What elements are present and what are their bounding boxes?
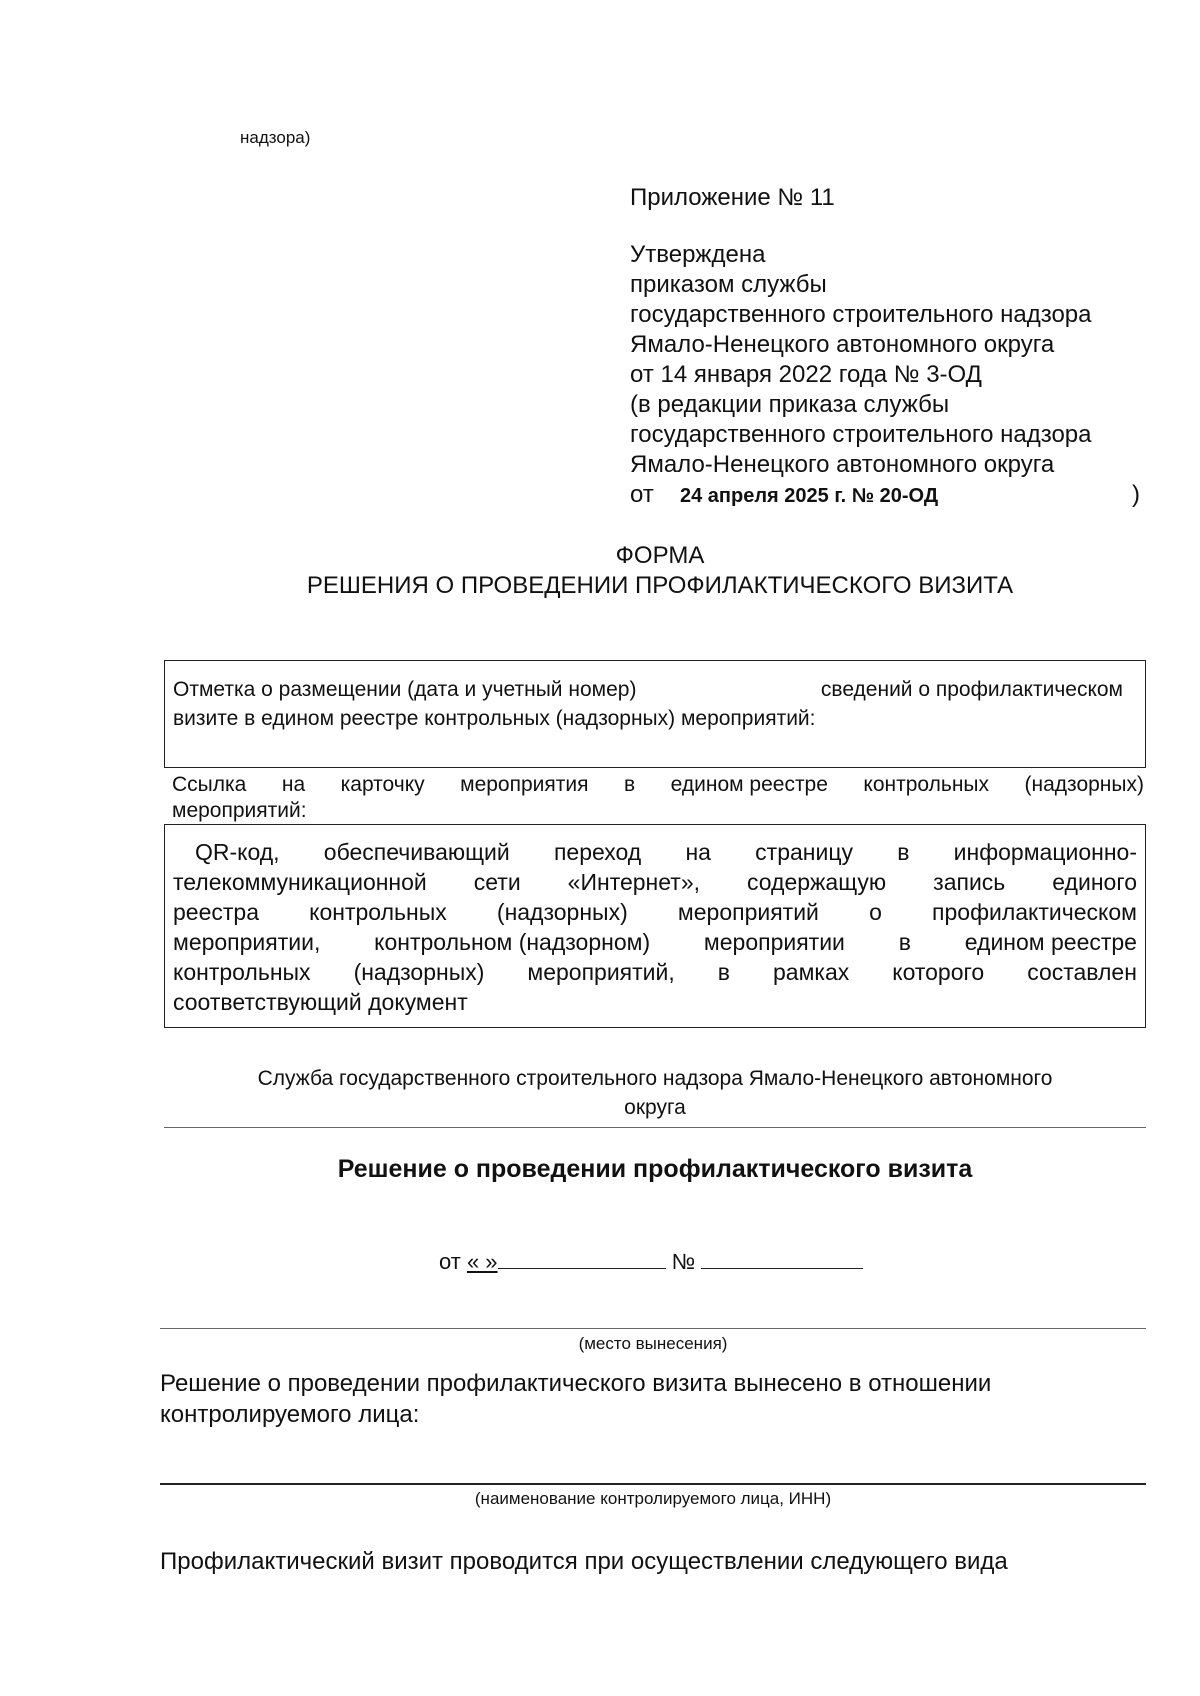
approval-line: государственного строительного надзора	[630, 301, 1092, 328]
service-name	[164, 1064, 1146, 1122]
word: карточку	[340, 773, 425, 796]
approval-line: от 14 января 2022 года № 3-ОД	[630, 361, 982, 388]
approval-line: Ямало-Ненецкого автономного округа	[630, 331, 1055, 358]
word: составлен	[1027, 959, 1137, 985]
word: мероприятия	[460, 773, 589, 796]
word: QR-код,	[195, 839, 280, 865]
divider	[164, 1127, 1146, 1128]
qr-text-line	[173, 957, 1137, 987]
date-blank-line[interactable]	[498, 1246, 666, 1269]
word: контрольных	[309, 899, 447, 925]
date-quotes: « »	[466, 1249, 498, 1274]
word: на	[281, 773, 306, 796]
amendment-date-line	[630, 480, 1140, 511]
word: контрольном (надзорном)	[374, 929, 651, 955]
word: реестра	[173, 899, 259, 925]
word: «Интернет»,	[567, 869, 701, 895]
word: едином реестре	[964, 929, 1137, 955]
word: профилактическом	[932, 899, 1137, 925]
word: контрольных	[863, 773, 990, 796]
card-link-text	[172, 772, 1144, 824]
word: на	[685, 839, 711, 865]
word: мероприятии,	[173, 929, 321, 955]
word: в	[624, 773, 636, 796]
word: мероприятий	[677, 899, 819, 925]
qr-text-line	[173, 837, 1137, 867]
word: содержащую	[747, 869, 887, 895]
decision-body-text	[160, 1368, 1146, 1430]
qr-text-line	[173, 867, 1137, 897]
registry-mark-line2: визите в едином реестре контрольных (надзорных) мероприятий:	[173, 707, 816, 730]
place-field-line[interactable]	[160, 1328, 1146, 1329]
word: контрольных	[173, 959, 311, 985]
amendment-prefix: от	[630, 481, 654, 508]
qr-text-last-line: соответствующий документ	[173, 989, 468, 1015]
form-title-line1: ФОРМА	[615, 542, 705, 569]
word: единого	[1052, 869, 1137, 895]
word: обеспечивающий	[323, 839, 510, 865]
word: информационно-	[953, 839, 1137, 865]
decision-title: Решение о проведении профилактического визита	[337, 1155, 973, 1183]
registry-mark-text-a: Отметка о размещении (дата и учетный номер)	[173, 678, 637, 701]
word: (надзорных)	[1024, 773, 1144, 796]
word: запись	[933, 869, 1006, 895]
word: (надзорных)	[353, 959, 485, 985]
word: которого	[892, 959, 985, 985]
service-name-line2: округа	[624, 1096, 686, 1119]
form-title	[0, 541, 1200, 601]
controlled-person-field-line[interactable]	[160, 1483, 1146, 1485]
approval-line: (в редакции приказа службы	[630, 391, 950, 418]
word: в	[898, 929, 911, 955]
approval-block	[630, 240, 1170, 511]
qr-code-box	[164, 824, 1146, 1028]
approval-line: Ямало-Ненецкого автономного округа	[630, 451, 1055, 478]
word: Ссылка	[172, 773, 247, 796]
word: в	[897, 839, 910, 865]
word: (надзорных)	[496, 899, 628, 925]
service-name-line1: Служба государственного строительного надзора Ямало-Ненецкого автономного	[257, 1067, 1053, 1090]
approval-line: Утверждена	[630, 241, 766, 268]
previous-page-tail: надзора)	[240, 128, 311, 147]
registry-mark-line1	[173, 675, 1137, 704]
word: сети	[473, 869, 521, 895]
word: едином реестре	[670, 773, 828, 796]
body-line2: контролируемого лица:	[160, 1401, 420, 1428]
registry-mark-text-b: сведений о профилактическом	[820, 678, 1123, 701]
decision-date-number-row	[439, 1246, 863, 1275]
word: переход	[553, 839, 642, 865]
word: в	[717, 959, 730, 985]
word: мероприятии	[703, 929, 845, 955]
approval-line: государственного строительного надзора	[630, 421, 1092, 448]
controlled-person-caption: (наименование контролируемого лица, ИНН)	[474, 1489, 832, 1508]
appendix-number: Приложение № 11	[630, 184, 835, 211]
place-caption: (место вынесения)	[578, 1334, 728, 1353]
date-prefix: от	[439, 1249, 461, 1274]
word: страницу	[755, 839, 854, 865]
amendment-close-paren: )	[1132, 481, 1140, 508]
form-title-line2: РЕШЕНИЯ О ПРОВЕДЕНИИ ПРОФИЛАКТИЧЕСКОГО ВИЗИТА	[306, 572, 1014, 599]
qr-text-line	[173, 927, 1137, 957]
amendment-date: 24 апреля 2025 г. № 20-ОД	[680, 485, 939, 507]
qr-text-line	[173, 897, 1137, 927]
word: рамках	[772, 959, 850, 985]
card-link-line1	[172, 772, 1144, 798]
card-link-line2: мероприятий:	[172, 799, 307, 822]
body-line1: Решение о проведении профилактического визита вынесено в отношении	[160, 1370, 992, 1397]
approval-line: приказом службы	[630, 271, 827, 298]
number-blank-line[interactable]	[701, 1246, 863, 1269]
word: мероприятий,	[527, 959, 675, 985]
word: о	[869, 899, 882, 925]
number-sign: №	[671, 1249, 696, 1274]
registry-mark-box	[164, 660, 1146, 768]
visit-kind-text: Профилактический визит проводится при осуществлении следующего вида	[160, 1548, 1008, 1575]
word: телекоммуникационной	[173, 869, 427, 895]
